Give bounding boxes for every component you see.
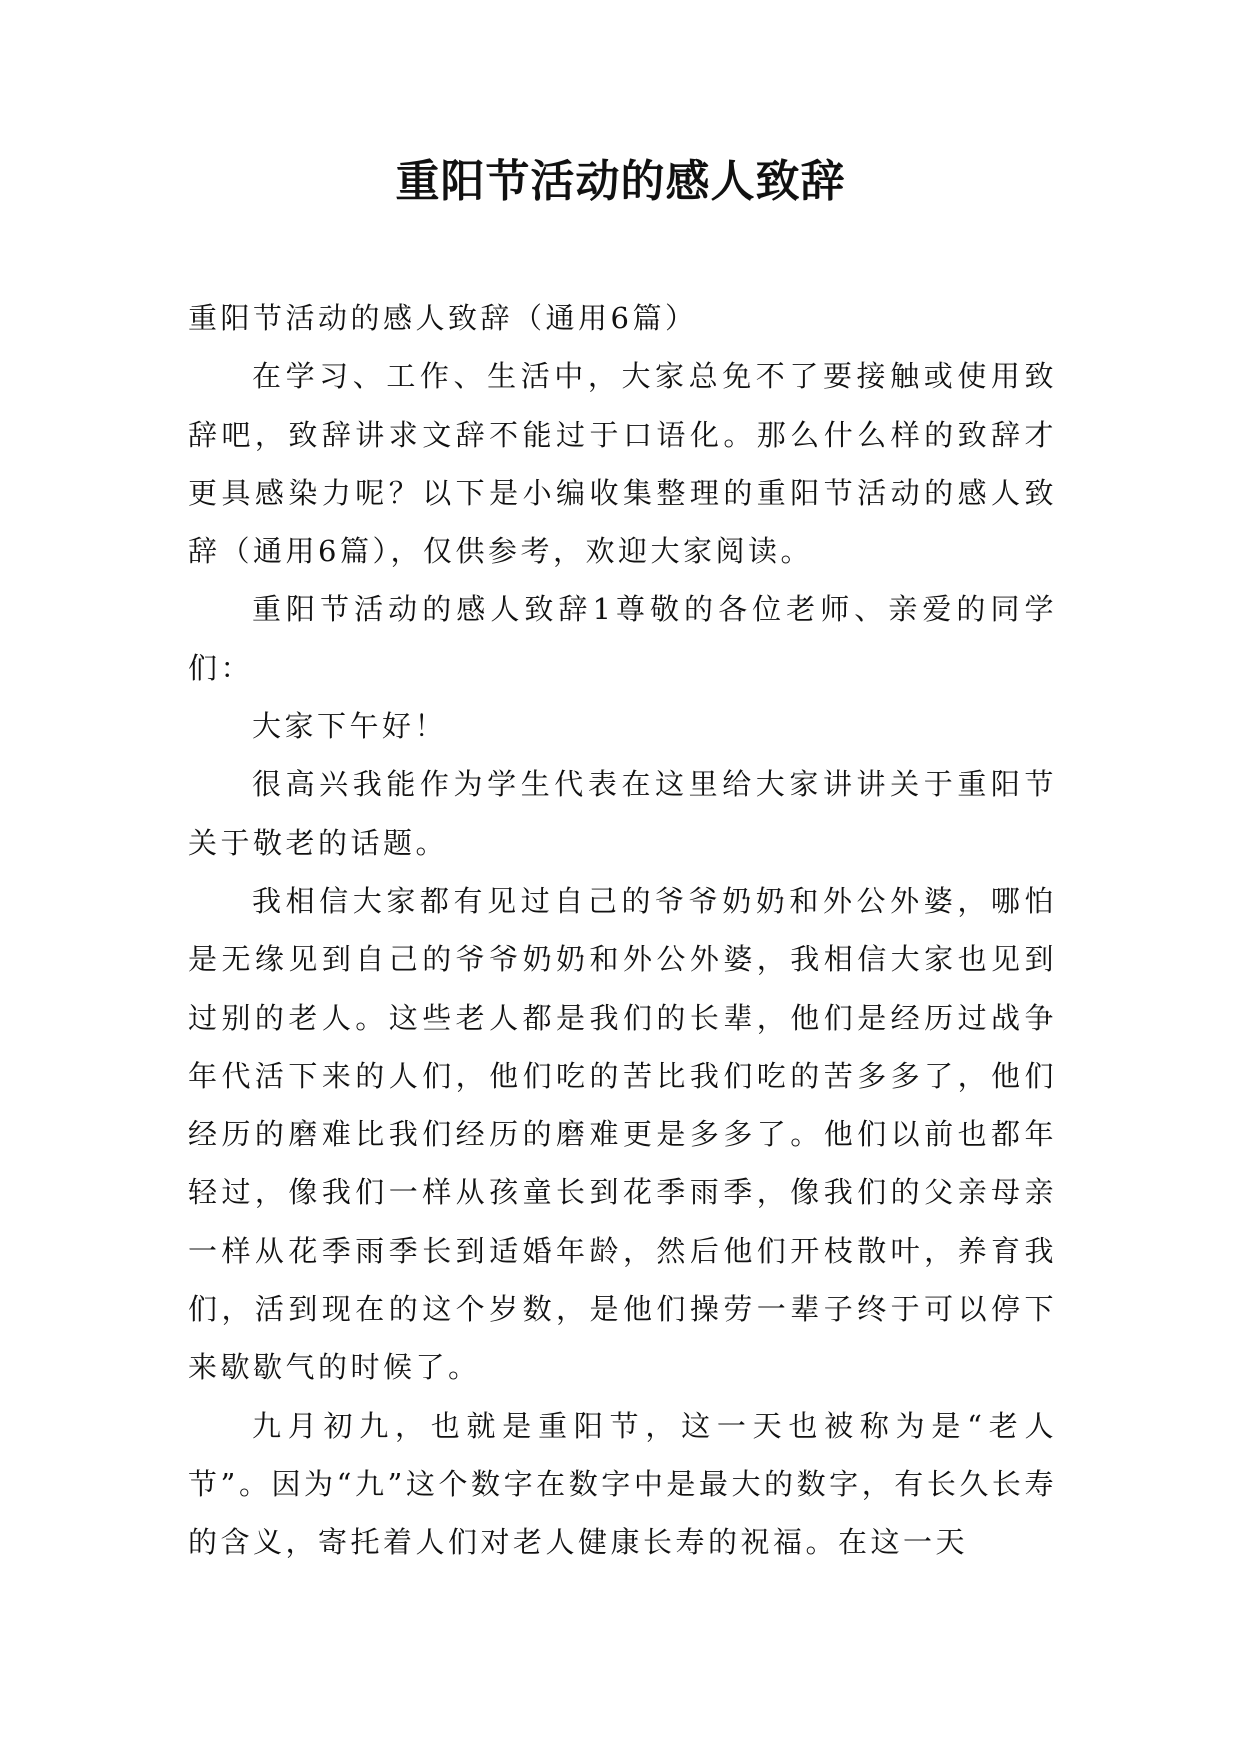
paragraph: 重阳节活动的感人致辞1尊敬的各位老师、亲爱的同学们： xyxy=(188,592,1057,685)
paragraph: 在学习、工作、生活中，大家总免不了要接触或使用致辞吧，致辞讲求文辞不能过于口语化。那么什么样的致辞才更具感染力呢？以下是小编收集整理的重阳节活动的感人致辞（通用6篇），仅供参考，欢迎大家阅读。 xyxy=(188,359,1057,569)
document-body xyxy=(188,289,1057,1572)
paragraph: 很高兴我能作为学生代表在这里给大家讲讲关于重阳节关于敬老的话题。 xyxy=(188,767,1057,860)
document-title: 重阳节活动的感人致辞 xyxy=(395,156,846,207)
paragraph: 大家下午好！ xyxy=(252,709,448,744)
paragraph: 重阳节活动的感人致辞（通用6篇） xyxy=(188,301,698,335)
paragraph: 九月初九，也就是重阳节，这一天也被称为是“老人节”。因为“九”这个数字在数字中是最大的数字，有长久长寿的含义，寄托着人们对老人健康长寿的祝福。在这一天 xyxy=(188,1408,1057,1560)
paragraph: 我相信大家都有见过自己的爷爷奶奶和外公外婆，哪怕是无缘见到自己的爷爷奶奶和外公外婆，我相信大家也见到过别的老人。这些老人都是我们的长辈，他们是经历过战争年代活下来的人们，他们吃的苦比我们吃的苦多多了，他们经历的磨难比我们经历的磨难更是多多了。他们以前也都年轻过，像我们一样从孩童长到花季雨季，像我们的父亲母亲一样从花季雨季长到适婚年龄，然后他们开枝散叶，养育我们，活到现在的这个岁数，是他们操劳一辈子终于可以停下来歇歇气的时候了。 xyxy=(188,883,1057,1385)
